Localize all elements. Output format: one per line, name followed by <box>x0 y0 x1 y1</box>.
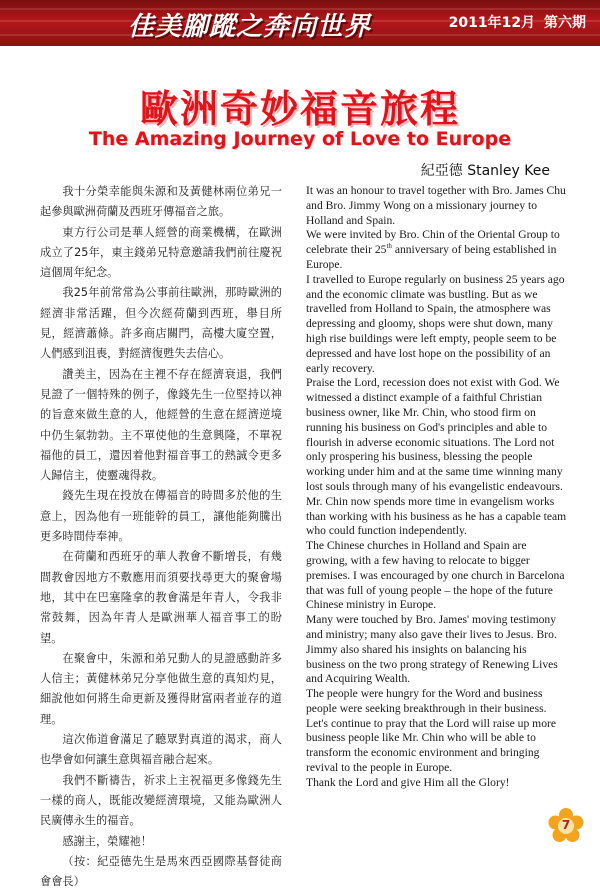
cn-paragraph: 在荷蘭和西班牙的華人教會不斷增長，有幾間教會因地方不敷應用而須要找尋更大的聚會場地，其中在巴塞隆拿的教會滿是年青人，令我非常鼓舞，因為年青人是歐洲華人福音事工的盼望。 <box>40 550 282 645</box>
cn-paragraph: 錢先生現在投放在傳福音的時間多於他的生意上，因為他有一班能幹的員工，讓他能夠騰出更多時間侍奉神。 <box>40 489 282 544</box>
cn-paragraph: 我25年前常常為公事前往歐洲，那時歐洲的經濟非常活躍，但今次經荷蘭到西班，舉目所見，經濟蕭條。許多商店關門，高樓大廈空置，人們感到沮喪，對經濟復甦失去信心。 <box>40 286 282 361</box>
cn-paragraph: 在聚會中，朱源和弟兄動人的見證感動許多人信主；黃健林弟兄分享他做生意的真知灼見，細說他如何將生命更新及獲得財富兩者並存的道理。 <box>40 651 282 726</box>
issue-date: 2011年12月 <box>448 15 536 31</box>
cn-paragraph: 我十分榮幸能與朱源和及黃健林兩位弟兄一起參與歐洲荷蘭及西班牙傳福音之旅。 <box>40 185 282 219</box>
en-paragraph: Praise the Lord, recession does not exist with God. We witnessed a distinct example of a faithful Christian business owner, like Mr. Chin, who stood firm on running his business on God's principles and able to flourish in adverse economic situations. The Lord not only prospering his business, blessing the people working under him and at the same time winning many lost souls through many of his evangelistic endeavours. <box>306 376 563 493</box>
chinese-column <box>40 182 282 892</box>
header-band <box>0 0 600 46</box>
cn-paragraph: 這次佈道會滿足了聽眾對真道的渴求，商人也學會如何讓生意與福音融合起來。 <box>40 733 282 767</box>
en-paragraph: Thank the Lord and give Him all the Glory! <box>306 775 510 789</box>
article-title-cn: 歐洲奇妙福音旅程 <box>139 87 460 131</box>
en-paragraph: It was an honour to travel together with Bro. James Chu and Bro. Jimmy Wong on a missionary journey to Holland and Spain. <box>306 184 566 227</box>
cn-paragraph: （按：紀亞德先生是馬來西亞國際基督徒商會會長） <box>40 854 282 889</box>
cn-paragraph: 讚美主，因為在主裡不存在經濟衰退，我們見證了一個特殊的例子，像錢先生一位堅持以神的旨意來做生意的人，他經營的生意在經濟逆境中仍生氣勃勃。主不單使他的生意興隆，不單祝福他的員工，還因着他對福音事工的熱誠令更多人歸信主，使靈魂得救。 <box>40 367 282 483</box>
ordinal-suffix: th <box>386 242 392 251</box>
cn-paragraph: 感謝主，榮耀祂！ <box>62 834 152 848</box>
page-number: 7 <box>561 818 571 832</box>
en-paragraph: The people were hungry for the Word and business people were seeking breakthrough in their business. Let's continue to pray that the Lord will raise up more business people like Mr. Chin who will be able to transform the economic environment and bringing revival to the people in Europe. <box>306 687 556 775</box>
issue-number: 第六期 <box>544 15 586 31</box>
cn-paragraph: 我們不斷禱告，祈求上主祝福更多像錢先生一樣的商人，既能改變經濟環境，又能為歐洲人民廣傳永生的福音。 <box>40 773 282 828</box>
en-text: anniversary of being established in Europe. <box>306 243 557 271</box>
english-column <box>306 184 568 791</box>
en-text: We were invited by Bro. Chin of the Oriental Group to celebrate their 25 <box>306 228 560 257</box>
en-paragraph <box>306 228 568 272</box>
author-byline: 紀亞德 Stanley Kee <box>420 163 550 179</box>
article-title-en: The Amazing Journey of Love to Europe <box>88 128 512 150</box>
en-paragraph: Many were touched by Bro. James' moving testimony and ministry; many also gave their lives to Jesus. Bro. Jimmy also shared his insights on balancing his business on the two prong strategy of Renewing Lives and Acquiring Wealth. <box>306 613 558 686</box>
issue-info <box>445 12 586 32</box>
en-paragraph: Mr. Chin now spends more time in evangelism works than working with his business as he has a capable team who could function independently. <box>306 494 567 538</box>
magazine-title: 佳美腳蹤之奔向世界 <box>128 12 372 42</box>
cn-paragraph: 東方行公司是華人經營的商業機構，在歐洲成立了25年，東主錢弟兄特意邀請我們前往慶祝這個周年紀念。 <box>40 225 282 280</box>
en-paragraph: I travelled to Europe regularly on business 25 years ago and the economic climate was bustling. But as we travelled from Holland to Spain, the atmosphere was depressing and gloomy, shops were shut down, many high rise buildings were left empty, people seem to be depressed and have lost hope on the possibility of an early recovery. <box>306 272 565 375</box>
en-paragraph: The Chinese churches in Holland and Spain are growing, with a few having to relocate to bigger premises. I was encouraged by one church in Barcelona that was full of young people – the hope of the future Chinese ministry in Europe. <box>306 539 565 612</box>
